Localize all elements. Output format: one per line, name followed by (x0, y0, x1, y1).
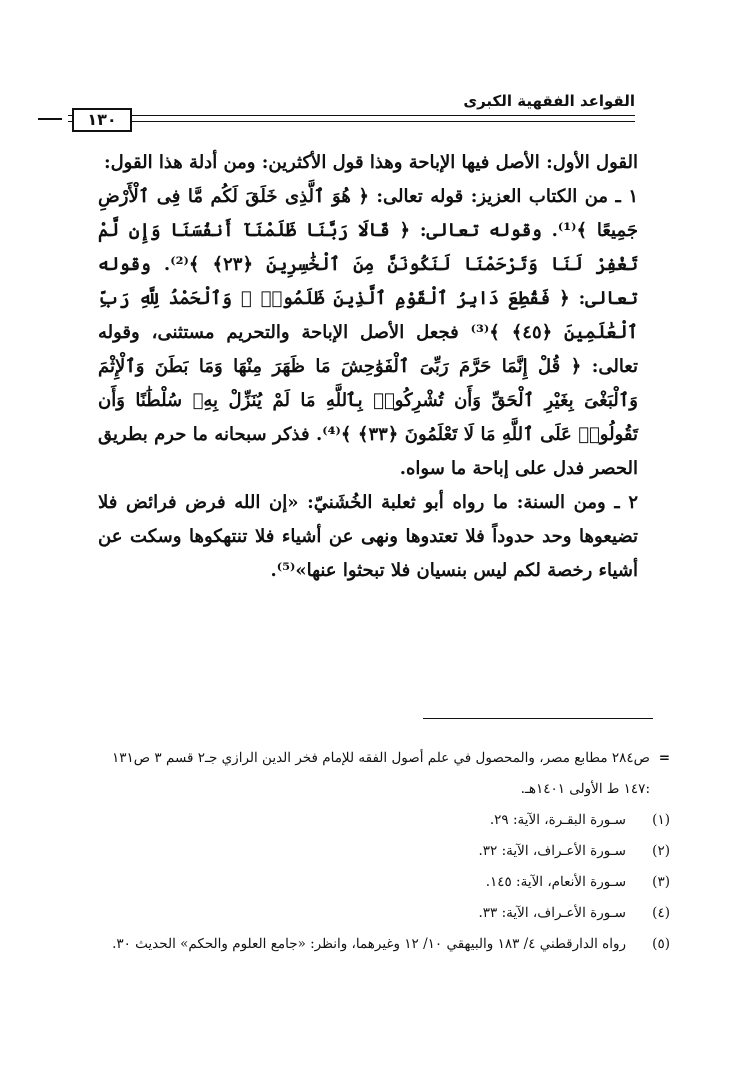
footnote-item (92, 836, 670, 867)
footnote-item (92, 898, 670, 929)
header-rule-top (68, 115, 635, 116)
footnote-text: سـورة الأعـراف، الآية: ٣٣. (478, 905, 626, 921)
footnote-text: سـورة البقـرة، الآية: ٢٩. (489, 812, 626, 828)
page-header (68, 90, 635, 130)
footnote-item (92, 929, 670, 960)
page-number: ١٣٠ (72, 108, 132, 132)
footnote-text: سـورة الأعـراف، الآية: ٣٢. (478, 843, 626, 859)
footnote-continuation (92, 743, 670, 805)
footnote-number: (٢) (652, 843, 670, 859)
footnote-number: (٤) (652, 905, 670, 921)
footnote-number: (٣) (652, 874, 670, 890)
continuation-text: ص٢٨٤ مطابع مصر، والمحصول في علم أصول الفقه للإمام فخر الدين الرازي جـ٢ قسم ٣ ص١٣١ :١٤٧ ط الأولى ١٤٠١هـ. (112, 750, 650, 797)
running-title: القواعد الفقهية الكبرى (463, 92, 635, 110)
continuation-marker: = (658, 750, 670, 766)
page-number-dash (38, 118, 62, 120)
footnote-separator (423, 718, 653, 719)
main-text (98, 146, 638, 588)
footnotes (92, 743, 670, 960)
footnote-text: رواه الدارقطني ٤/ ١٨٣ والبيهقي ١٠/ ١٢ وغيرهما، وانظر: «جامع العلوم والحكم» الحديث ٣٠. (112, 936, 626, 952)
paragraph-quran-evidence: ١ ـ من الكتاب العزيز: قوله تعالى: ﴿ هُوَ ٱلَّذِى خَلَقَ لَكُم مَّا فِى ٱلْأَرْضِ جَمِيعًا ﴾⁽¹⁾. وقوله تعالى: ﴿ قَالَا رَبَّنَا ظَلَمْنَآ أَنفُسَنَا وَإِن لَّمْ تَغْفِرْ لَنَا وَتَرْحَمْنَا لَنَكُونَنَّ مِنَ ٱلْخَٰسِرِينَ ﴿٢٣﴾ ﴾⁽²⁾. وقوله تعالى: ﴿ فَقُطِعَ دَابِرُ ٱلْقَوْمِ ٱلَّذِينَ ظَلَمُوا۟ ۚ وَٱلْحَمْدُ لِلَّهِ رَبِّ ٱلْعَٰلَمِينَ ﴿٤٥﴾ ﴾⁽³⁾ فجعل الأصل الإباحة والتحريم مستثنى، وقوله تعالى: ﴿ قُلْ إِنَّمَا حَرَّمَ رَبِّىَ ٱلْفَوَٰحِشَ مَا ظَهَرَ مِنْهَا وَمَا بَطَنَ وَٱلْإِثْمَ وَٱلْبَغْىَ بِغَيْرِ ٱلْحَقِّ وَأَن تُشْرِكُوا۟ بِٱللَّهِ مَا لَمْ يُنَزِّلْ بِهِۦ سُلْطَٰنًا وَأَن تَقُولُوا۟ عَلَى ٱللَّهِ مَا لَا تَعْلَمُونَ ﴿٣٣﴾ ﴾⁽⁴⁾. فذكر سبحانه ما حرم بطريق الحصر فدل على إباحة ما سواه. (98, 186, 639, 479)
header-rule-bottom (68, 121, 635, 122)
paragraph-sunnah-evidence: ٢ ـ ومن السنة: ما رواه أبو ثعلبة الخُشَنيّ: «إن الله فرض فرائض فلا تضيعوها وحد حدوداً فلا تعتدوها ونهى عن أشياء فلا تنتهكوها وسكت عن أشياء رخصة لكم ليس بنسيان فلا تبحثوا عنها»⁽⁵⁾. (98, 492, 638, 581)
footnote-item (92, 867, 670, 898)
footnote-text: سـورة الأنعام، الآية: ١٤٥. (485, 874, 626, 890)
paragraph-first-opinion: القول الأول: الأصل فيها الإباحة وهذا قول الأكثرين: ومن أدلة هذا القول: (103, 152, 638, 173)
footnote-item (92, 805, 670, 836)
footnote-number: (١) (652, 812, 670, 828)
footnote-number: (٥) (652, 936, 670, 952)
